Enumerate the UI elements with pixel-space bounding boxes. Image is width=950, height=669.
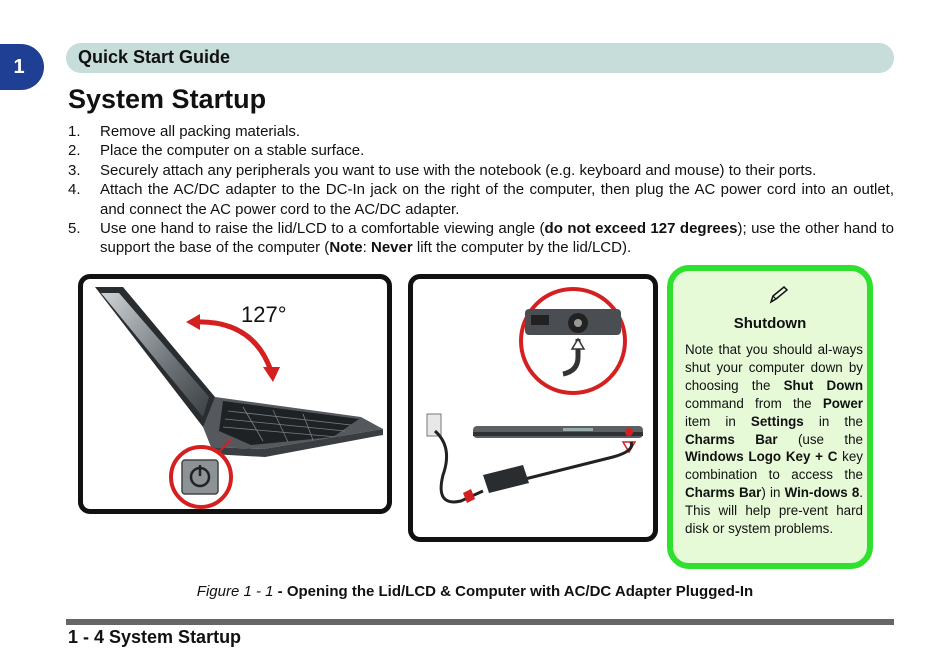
adapter-illustration xyxy=(408,274,658,542)
chapter-number: 1 xyxy=(13,55,25,78)
header-bar xyxy=(66,43,894,73)
step-number: 2. xyxy=(68,142,81,160)
page-title: System Startup xyxy=(68,84,267,114)
footer-divider xyxy=(66,619,894,625)
steps-list xyxy=(68,122,894,258)
shutdown-note xyxy=(667,265,873,569)
step-text: Securely attach any peripherals you want to use with the notebook (e.g. keyboard and mouse) to their ports. xyxy=(100,161,817,179)
step-number: 1. xyxy=(68,123,81,140)
step-text: Use one hand to raise the lid/LCD to a comfortable viewing angle (do not exceed 127 degrees); use the other hand to support the base of the computer (Note: Never lift the computer by the lid/LCD). xyxy=(100,220,894,257)
step-text: Attach the AC/DC adapter to the DC-In jack on the right of the computer, then plug the AC power cord into an outlet, and connect the AC power cord to the AC/DC adapter. xyxy=(100,181,894,218)
step-text: Place the computer on a stable surface. xyxy=(100,142,365,160)
angle-label: 127° xyxy=(241,302,287,327)
list-item xyxy=(68,219,894,258)
step-text: Remove all packing materials. xyxy=(100,123,301,140)
list-item xyxy=(68,122,894,141)
laptop-open-drawing xyxy=(83,279,387,509)
note-title: Shutdown xyxy=(733,315,807,332)
chapter-tab xyxy=(0,44,44,90)
list-item xyxy=(68,161,894,180)
step-number: 3. xyxy=(68,161,81,179)
step-number: 4. xyxy=(68,181,81,199)
list-item xyxy=(68,141,894,160)
step-number: 5. xyxy=(68,220,81,238)
figure-caption xyxy=(0,583,950,600)
note-body: Note that you should al-ways shut your computer down by choosing the Shut Down command from the Power item in Settings in the Charms Bar (use the Windows Logo Key + C key combination to access the Charms Bar) in Win-dows 8. This will help pre-vent hard disk or system problems. xyxy=(685,342,864,537)
lid-opening-illustration xyxy=(78,274,392,514)
list-item xyxy=(68,180,894,219)
adapter-drawing xyxy=(413,279,653,537)
footer-page-label: 1 - 4 System Startup xyxy=(68,627,242,647)
figure-title: - Opening the Lid/LCD & Computer with AC/DC Adapter Plugged-In xyxy=(273,583,754,600)
pencil-icon xyxy=(768,285,790,305)
header-title: Quick Start Guide xyxy=(78,47,231,67)
figure-number: Figure 1 - 1 xyxy=(196,583,274,600)
